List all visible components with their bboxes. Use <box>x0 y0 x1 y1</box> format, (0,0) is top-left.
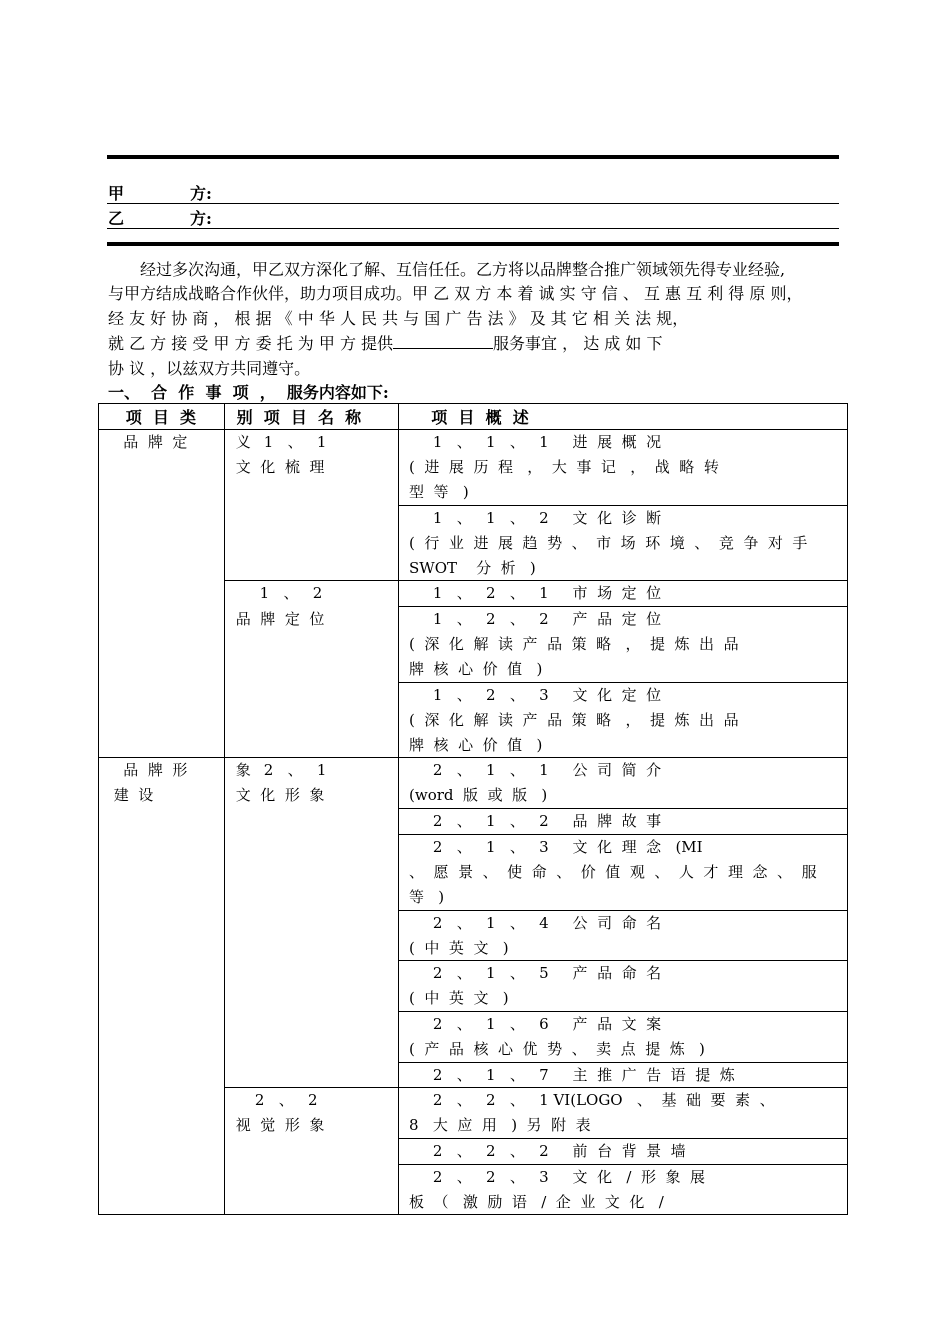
desc-2-2-1-detail: 8 大 应 用 ) 另 附 表 <box>409 1116 591 1134</box>
desc-2-1-3-title: 2 、 1 、 3 文 化 理 念 (MI <box>409 838 703 856</box>
intro-line-2 <box>108 281 950 304</box>
item-1-2-number: 1 、 2 <box>231 584 323 602</box>
bottom-thick-rule <box>107 242 839 246</box>
desc-2-1-5-detail: ( 中 英 文 ) <box>409 989 509 1007</box>
desc-2-1-6-title: 2 、 1 、 6 产 品 文 案 <box>409 1015 662 1033</box>
party-a-role: 甲 <box>108 184 125 203</box>
desc-1-2-2-title: 1 、 2 、 2 产 品 定 位 <box>409 610 662 628</box>
desc-2-1-2-title: 2 、 1 、 2 品 牌 故 事 <box>409 812 662 830</box>
intro-line-5 <box>108 356 950 379</box>
desc-1-1-2-detail: ( 行 业 进 展 趋 势 、 市 场 环 境 、 竞 争 对 手 <box>409 534 808 552</box>
desc-1-1-1-detail-2: 型 等 ) <box>409 483 469 501</box>
intro-text-4b: 服务事宜 ， 达 成 如 下 <box>493 334 663 353</box>
intro-text-4a: 就 乙 方 接 受 甲 方 委 托 为 甲 方 提供 <box>108 334 394 353</box>
col-divider-1 <box>224 404 225 1214</box>
party-bottom-rule <box>107 228 839 229</box>
party-divider <box>107 203 839 204</box>
col-divider-2 <box>398 404 399 1214</box>
desc-2-1-3-detail: 、 愿 景 、 使 命 、 价 值 观 、 人 才 理 念 、 服 <box>409 863 817 881</box>
intro-line-1 <box>108 257 950 280</box>
category-brand-image-cont: 象 <box>231 761 251 779</box>
category-brand-image-2: 建 设 <box>109 786 154 804</box>
category-brand-image: 品 牌 形 <box>109 761 188 779</box>
item-2-1-name: 文 化 形 象 <box>231 786 325 804</box>
section-heading <box>108 380 389 403</box>
intro-text-3: 经 友 好 协 商 ， 根 据 《 中 华 人 民 共 与 国 广 告 法 》 及 其 它 相 关 法 规， <box>108 309 689 328</box>
party-a-line <box>108 181 212 204</box>
section-title: 合 作 事 项 ， 服务内容如下: <box>140 383 389 402</box>
intro-text-5: 协 议 ，以兹双方共同遵守。 <box>108 359 311 378</box>
intro-text-2: 与甲方结成战略合作伙伴，助力项目成功。甲 乙 双 方 本 着 诚 实 守 信 、 互 惠 互 利 得 原 则， <box>108 284 803 303</box>
category-brand-positioning: 品 牌 定 <box>109 433 188 451</box>
desc-2-1-3-detail-2: 等 ) <box>409 888 445 906</box>
header-desc: 项 目 概 述 <box>409 408 529 427</box>
party-a-suffix: 方: <box>190 184 212 203</box>
intro-line-4 <box>108 331 950 354</box>
desc-2-2-1-title: 2 、 2 、 1 VI(LOGO 、 基 础 要 素 、 <box>409 1091 775 1109</box>
desc-1-2-3-detail-2: 牌 核 心 价 值 ) <box>409 736 543 754</box>
item-2-2-number: 2 、 2 <box>231 1091 318 1109</box>
top-thick-rule <box>107 155 839 159</box>
desc-1-2-3-title: 1 、 2 、 3 文 化 定 位 <box>409 686 662 704</box>
desc-2-1-1-title: 2 、 1 、 1 公 司 简 介 <box>409 761 662 779</box>
desc-2-1-4-detail: ( 中 英 文 ) <box>409 939 509 957</box>
intro-text-1: 经过多次沟通，甲乙双方深化了解、互信任任。乙方将以品牌整合推广领域领先得专业经验, <box>140 260 786 279</box>
header-name: 别 项 目 名 称 <box>231 408 362 427</box>
service-table <box>98 403 848 1215</box>
item-1-2-name: 品 牌 定 位 <box>231 610 325 628</box>
section-number: 一、 <box>108 383 141 402</box>
desc-2-1-7-title: 2 、 1 、 7 主 推 广 告 语 提 炼 <box>409 1066 735 1084</box>
party-b-suffix: 方: <box>190 209 212 228</box>
party-b-line <box>108 206 212 229</box>
desc-1-1-1-title: 1 、 1 、 1 进 展 概 况 <box>409 433 662 451</box>
item-2-2-name: 视 觉 形 象 <box>231 1116 325 1134</box>
desc-2-2-3-detail: 板 （ 激 励 语 / 企 业 文 化 / <box>409 1193 664 1211</box>
desc-1-1-1-detail: ( 进 展 历 程 ， 大 事 记 ， 战 略 转 <box>409 458 719 476</box>
header-category: 项 目 类 <box>109 408 196 427</box>
desc-2-2-3-title: 2 、 2 、 3 文 化 / 形 象 展 <box>409 1168 706 1186</box>
desc-2-1-6-detail: ( 产 品 核 心 优 势 、 卖 点 提 炼 ) <box>409 1040 705 1058</box>
desc-2-1-1-detail: (word 版 或 版 ) <box>409 786 548 804</box>
desc-1-2-2-detail-2: 牌 核 心 价 值 ) <box>409 660 543 678</box>
desc-2-1-5-title: 2 、 1 、 5 产 品 命 名 <box>409 964 662 982</box>
category-brand-positioning-cont: 义 <box>231 433 251 451</box>
item-1-1-number: 1 、 1 <box>259 433 327 451</box>
party-b-role: 乙 <box>108 209 125 228</box>
item-2-1-number: 2 、 1 <box>259 761 327 779</box>
desc-2-2-2-title: 2 、 2 、 2 前 台 背 景 墙 <box>409 1142 686 1160</box>
desc-1-2-1-title: 1 、 2 、 1 市 场 定 位 <box>409 584 662 602</box>
desc-2-1-4-title: 2 、 1 、 4 公 司 命 名 <box>409 914 662 932</box>
service-blank-field[interactable] <box>393 334 493 349</box>
desc-1-2-2-detail: ( 深 化 解 读 产 品 策 略 ， 提 炼 出 品 <box>409 635 739 653</box>
desc-1-1-2-detail-2: SWOT 分 析 ) <box>409 559 536 577</box>
desc-1-2-3-detail: ( 深 化 解 读 产 品 策 略 ， 提 炼 出 品 <box>409 711 739 729</box>
desc-1-1-2-title: 1 、 1 、 2 文 化 诊 断 <box>409 509 662 527</box>
intro-line-3 <box>108 306 950 329</box>
item-1-1-name: 文 化 梳 理 <box>231 458 325 476</box>
